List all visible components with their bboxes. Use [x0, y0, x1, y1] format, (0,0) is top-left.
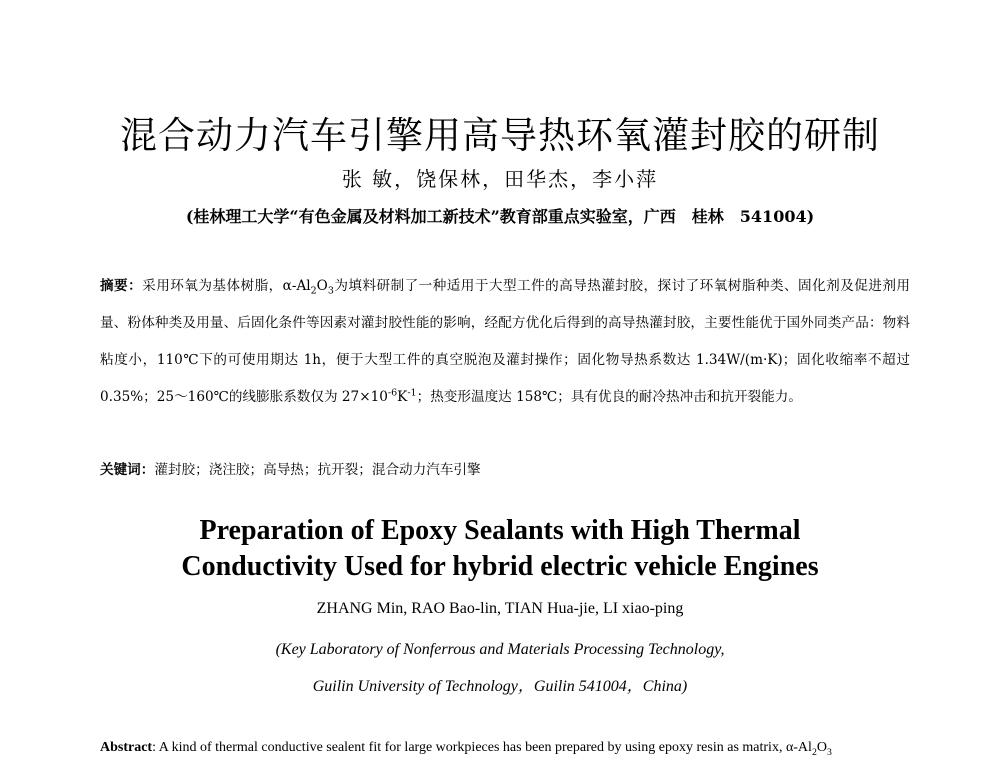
english-title-line: Preparation of Epoxy Sealants with High Thermal — [199, 515, 801, 546]
chinese-abstract — [100, 268, 910, 416]
chinese-abstract-text: 采用环氧为基体树脂，α-Al — [142, 278, 311, 294]
english-authors: ZHANG Min, RAO Bao-lin, TIAN Hua-jie, LI xiao-ping — [316, 600, 684, 617]
english-abstract-label: Abstract — [100, 740, 153, 755]
chinese-keywords-label: 关键词： — [100, 462, 155, 478]
subscript: 3 — [826, 746, 832, 758]
english-abstract — [100, 738, 920, 758]
chinese-abstract-label: 摘要： — [100, 278, 143, 294]
chinese-abstract-text: K — [397, 389, 408, 405]
superscript: -6 — [387, 387, 398, 399]
chinese-abstract-text: 为填料研制了一种适用于大型工件的高导热灌封胶，探讨了环氧树脂种类、固化剂及促进剂用量、粉体种类及用量、后固化条件等因素对灌封胶性能的影响，经配方优化后得到的高导热灌封胶，主要性能优于国外同类产品：物料粘度小，110℃下的可使用期达 1h，便于大型工件的真空脱泡及灌封操作；固化物导热系数达 1.34W/(m·K)；固化收缩率不超过 0.35%；25～160℃的线膨胀系数仅为 27×10 — [100, 278, 910, 405]
chinese-keywords-text: 灌封胶；浇注胶；高导热；抗开裂；混合动力汽车引擎 — [154, 462, 481, 478]
chinese-abstract-text: ；热变形温度达 158℃；具有优良的耐冷热冲击和抗开裂能力。 — [416, 389, 802, 405]
chinese-authors: 张 敏，饶保林，田华杰，李小萍 — [341, 167, 659, 191]
chinese-affiliation: (桂林理工大学“有色金属及材料加工新技术”教育部重点实验室，广西 桂林 541004) — [185, 207, 815, 226]
subscript: 2 — [310, 285, 317, 297]
english-abstract-text: O — [816, 740, 827, 755]
english-affiliation-line: Guilin University of Technology，Guilin 541004，China) — [312, 678, 688, 695]
english-title — [0, 513, 1000, 585]
chinese-title: 混合动力汽车引擎用高导热环氧灌封胶的研制 — [120, 114, 880, 157]
english-affiliation-line: (Key Laboratory of Nonferrous and Materials Processing Technology, — [275, 641, 725, 658]
subscript: 3 — [327, 285, 334, 297]
english-affiliation — [0, 631, 1000, 705]
chinese-keywords — [100, 452, 910, 489]
english-title-line: Conductivity Used for hybrid electric vehicle Engines — [181, 551, 819, 582]
subscript: 2 — [811, 746, 817, 758]
english-abstract-text: : A kind of thermal conductive sealent fit for large workpieces has been prepared by using epoxy resin as matrix, α-Al — [152, 740, 812, 755]
chinese-abstract-text: O — [316, 278, 328, 294]
superscript: -1 — [407, 387, 417, 399]
